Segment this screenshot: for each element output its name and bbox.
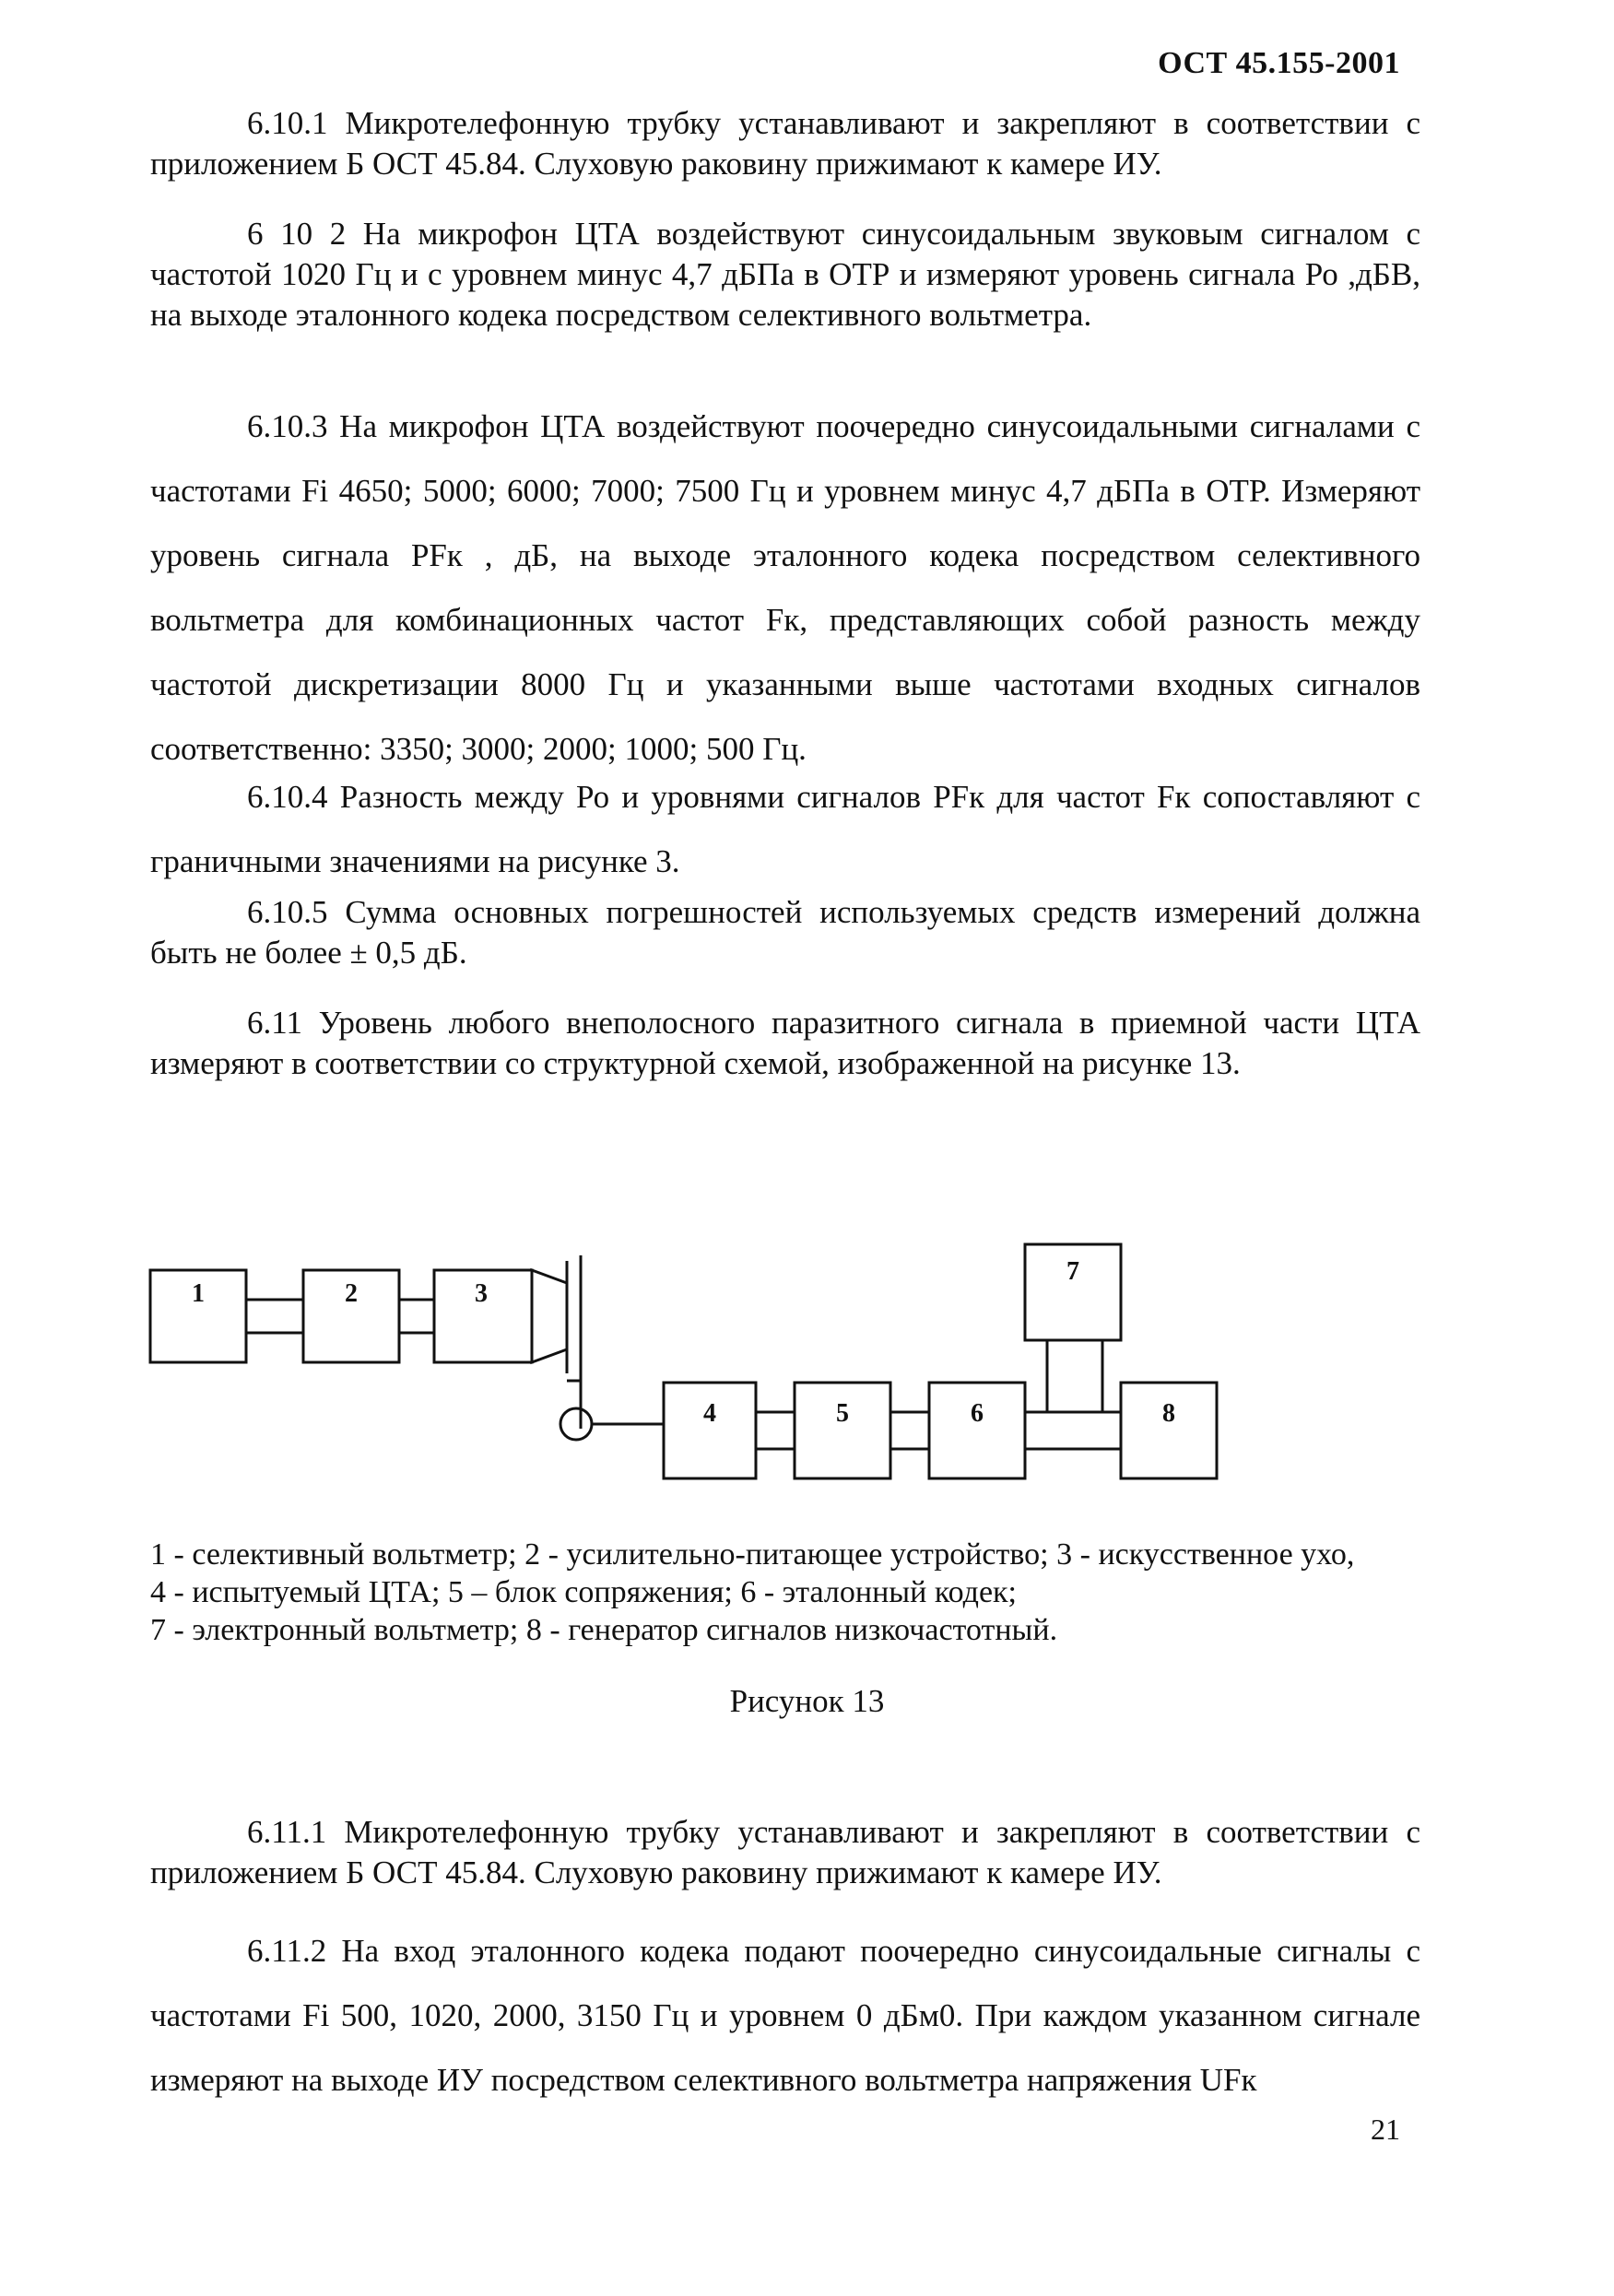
page-number: 21	[1371, 2113, 1400, 2146]
paragraph-6-11-1: 6.11.1 Микротелефонную трубку устанавливают и закрепляют в соответствии с приложением Б ОСТ 45.84. Слуховую раковину прижимают к камере ИУ.	[150, 1814, 1420, 1890]
paragraph-6-11-2: 6.11.2 На вход эталонного кодека подают поочередно синусоидальные сигналы с частотами Fi 500, 1020, 2000, 3150 Гц и уровнем 0 дБм0. При каждом указанном сигнале измеряют на выходе ИУ посредством селективного вольтметра напряжения UFк	[150, 1933, 1420, 2098]
legend-line-2: 4 - испытуемый ЦТА; 5 – блок сопряжения; 6 - эталонный кодек;	[150, 1575, 1017, 1609]
block-label-4: 4	[703, 1399, 716, 1428]
block-label-5: 5	[836, 1399, 849, 1428]
block-6-reference-codec	[929, 1383, 1025, 1478]
paragraph-6-10-4: 6.10.4 Разность между Ро и уровнями сигналов PFк для частот Fк сопоставляют с граничными значениями на рисунке 3.	[150, 779, 1420, 879]
block-label-8: 8	[1162, 1399, 1175, 1428]
block-label-2: 2	[345, 1279, 358, 1308]
paragraph-6-10-1: 6.10.1 Микротелефонную трубку устанавливают и закрепляют в соответствии с приложением Б ОСТ 45.84. Слуховую раковину прижимают к камере ИУ.	[150, 105, 1420, 182]
paragraph-6-10-2: 6 10 2 На микрофон ЦТА воздействуют синусоидальным звуковым сигналом с частотой 1020 Гц и с уровнем минус 4,7 дБПа в ОТР и измеряют уровень сигнала Ро ,дБВ, на выходе эталонного кодека посредством селективного вольтметра.	[150, 216, 1420, 333]
block-8-lf-generator	[1121, 1383, 1217, 1478]
figure-title: Рисунок 13	[729, 1683, 885, 1719]
legend-line-1: 1 - селективный вольтметр; 2 - усилительно-питающее устройство; 3 - искусственное ухо,	[150, 1537, 1355, 1572]
document-code: ОСТ 45.155-2001	[1158, 46, 1400, 80]
block-label-1: 1	[192, 1279, 205, 1308]
paragraph-6-11: 6.11 Уровень любого внеполосного паразитного сигнала в приемной части ЦТА измеряют в соответствии со структурной схемой, изображенной на рисунке 13.	[150, 1005, 1420, 1081]
block-5-interface-unit	[795, 1383, 890, 1478]
earpiece-symbol	[560, 1408, 592, 1440]
ear-cup	[532, 1270, 567, 1362]
block-4-tested-tta	[664, 1383, 756, 1478]
legend-line-3: 7 - электронный вольтметр; 8 - генератор сигналов низкочастотный.	[150, 1613, 1058, 1647]
block-label-3: 3	[475, 1279, 488, 1308]
block-label-6: 6	[971, 1399, 984, 1428]
block-label-7: 7	[1066, 1257, 1079, 1286]
paragraph-6-10-3: 6.10.3 На микрофон ЦТА воздействуют поочередно синусоидальными сигналами с частотами Fi 4650; 5000; 6000; 7000; 7500 Гц и уровнем минус 4,7 дБПа в ОТР. Измеряют уровень сигнала PFк , дБ, на выходе эталонного кодека посредством селективного вольтметра для комбинационных частот Fк, представляющих собой разность между частотой дискретизации 8000 Гц и указанными выше частотами входных сигналов соответственно: 3350; 3000; 2000; 1000; 500 Гц.	[150, 408, 1420, 767]
paragraph-6-10-5: 6.10.5 Сумма основных погрешностей используемых средств измерений должна быть не более ± 0,5 дБ.	[150, 894, 1420, 971]
